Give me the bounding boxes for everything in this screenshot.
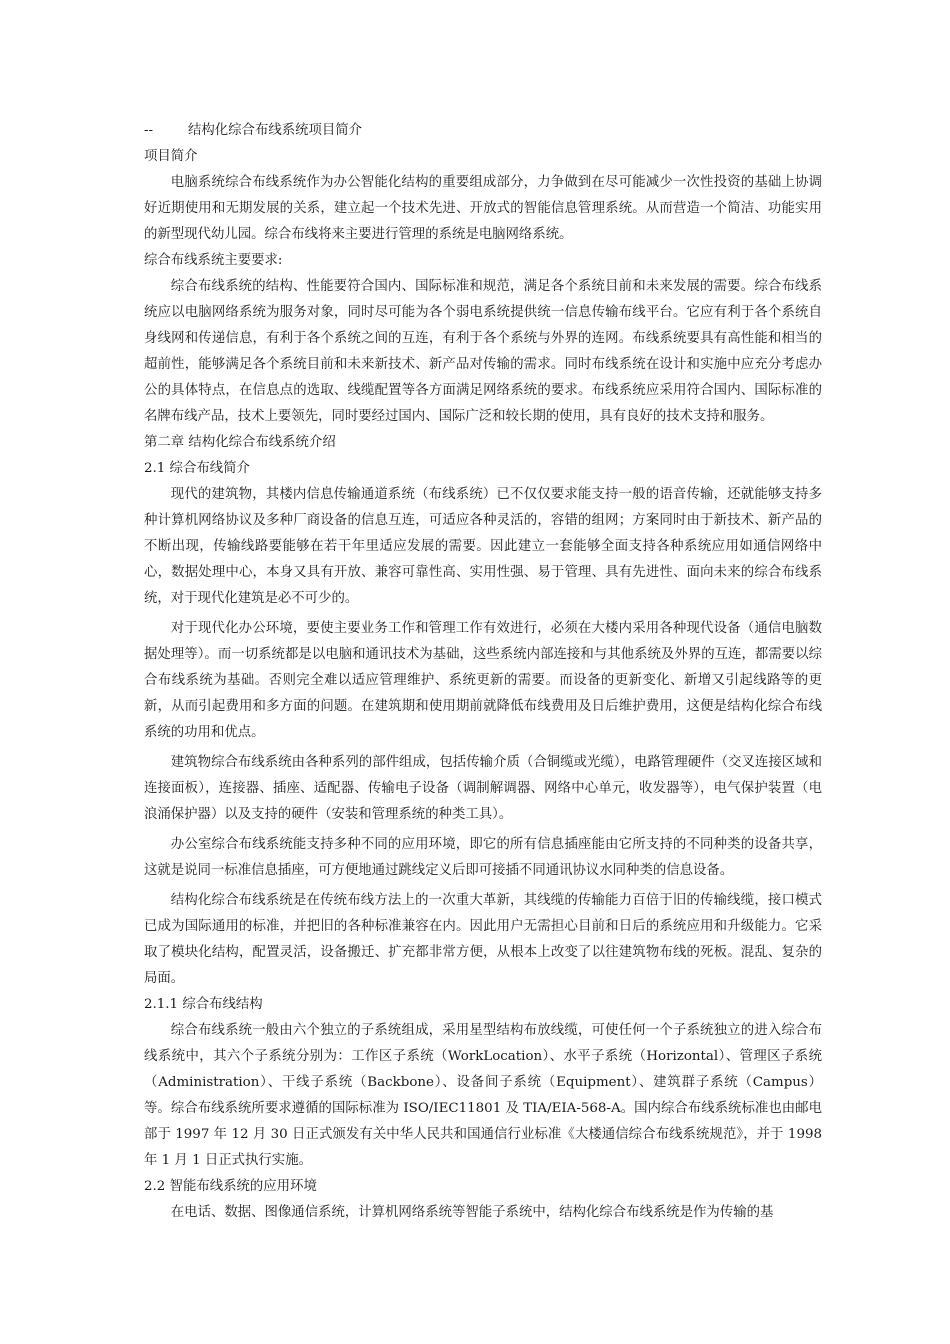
paragraph-2-1-e: 结构化综合布线系统是在传统布线方法上的一次重大革新，其线缆的传输能力百倍于旧的传输线缆，接口模式已成为国际通用的标准，并把旧的各种标准兼容在内。因此用户无需担心目前和日后的系统应用和升级能力。它采取了模块化结构，配置灵活，设备搬迁、扩充都非常方便，从根本上改变了以往建筑物布线的死板。混乱、复杂的局面。	[144, 893, 822, 986]
paragraph-2-1-a: 现代的建筑物，其楼内信息传输通道系统（布线系统）已不仅仅要求能支持一般的语音传输，还就能够支持多种计算机网络协议及多种厂商设备的信息互连，可适应各种灵活的，容错的组网；方案同时由于新技术、新产品的不断出现，传输线路要能够在若干年里适应发展的需要。因此建立一套能够全面支持各种系统应用如通信网络中心，数据处理中心，本身又具有开放、兼容可靠性高、实用性强、易于管理、具有先进性、面向未来的综合布线系统，对于现代化建筑是必不可少的。	[144, 487, 822, 606]
paragraph-2-1-b: 对于现代化办公环境，要使主要业务工作和管理工作有效进行，必须在大楼内采用各种现代设备（通信电脑数据处理等）。而一切系统都是以电脑和通讯技术为基础，这些系统内部连接和与其他系统及外界的互连，都需要以综合布线系统为基础。否则完全难以适应管理维护、系统更新的需要。而设备的更新变化、新增又引起线路等的更新，从而引起费用和多方面的问题。在建筑期和使用期前就降低布线费用及日后维护费用，这便是结构化综合布线系统的功用和优点。	[144, 621, 822, 740]
document-title	[144, 118, 822, 144]
title-text: 结构化综合布线系统项目简介	[188, 123, 363, 138]
heading-chapter-2: 第二章 结构化综合布线系统介绍	[144, 435, 336, 450]
heading-requirements: 综合布线系统主要要求:	[144, 253, 283, 268]
heading-project: 项目简介	[144, 149, 198, 164]
paragraph-2-1-d: 办公室综合布线系统能支持多种不同的应用环境，即它的所有信息插座能由它所支持的不同种类的设备共享，这就是说同一标准信息插座，可方便地通过跳线定义后即可接插不同通讯协议水同种类的信息设备。	[144, 837, 822, 878]
paragraph-2-2: 在电话、数据、图像通信系统，计算机网络系统等智能子系统中，结构化综合布线系统是作为传输的基	[170, 1205, 774, 1220]
paragraph-project: 电脑系统综合布线系统作为办公智能化结构的重要组成部分，力争做到在尽可能减少一次性投资的基础上协调好近期使用和无期发展的关系，建立起一个技术先进、开放式的智能信息管理系统。从而营造一个简洁、功能实用的新型现代幼儿园。综合布线将来主要进行管理的系统是电脑网络系统。	[144, 175, 822, 242]
heading-2-2: 2.2 智能布线系统的应用环境	[144, 1179, 317, 1194]
heading-2-1-1: 2.1.1 综合布线结构	[144, 997, 263, 1012]
paragraph-2-1-1: 综合布线系统一般由六个独立的子系统组成，采用星型结构布放线缆，可使任何一个子系统独立的进入综合布线系统中，其六个子系统分别为：工作区子系统（WorkLocation）、水平子系统（Horizontal）、管理区子系统（Administration）、干线子系统（Backbone）、设备间子系统（Equipment）、建筑群子系统（Campus）等。综合布线系统所要求遵循的国际标准为 ISO/IEC11801 及 TIA/EIA-568-A。国内综合布线系统标准也由邮电部于 1997 年 12 月 30 日正式颁发有关中华人民共和国通信行业标准《大楼通信综合布线系统规范》，并于 1998 年 1 月 1 日正式执行实施。	[144, 1023, 822, 1168]
paragraph-2-1-c: 建筑物综合布线系统由各种系列的部件组成，包括传输介质（合铜缆或光缆），电路管理硬件（交叉连接区域和连接面板），连接器、插座、适配器、传输电子设备（调制解调器、网络中心单元，收发器等），电气保护装置（电浪涌保护器）以及支持的硬件（安装和管理系统的种类工具）。	[144, 755, 822, 822]
heading-2-1: 2.1 综合布线简介	[144, 461, 250, 476]
title-prefix: --	[144, 123, 154, 138]
paragraph-requirements: 综合布线系统的结构、性能要符合国内、国际标准和规范，满足各个系统目前和未来发展的需要。综合布线系统应以电脑网络系统为服务对象，同时尽可能为各个弱电系统提供统一信息传输布线平台。它应有利于各个系统自身线网和传递信息，有利于各个系统之间的互连，有利于各个系统与外界的连网。布线系统要具有高性能和相当的超前性，能够满足各个系统目前和未来新技术、新产品对传输的需求。同时布线系统在设计和实施中应充分考虑办公的具体特点，在信息点的选取、线缆配置等各方面满足网络系统的要求。布线系统应采用符合国内、国际标准的名牌布线产品，技术上要领先，同时要经过国内、国际广泛和较长期的使用，具有良好的技术支持和服务。	[144, 279, 822, 424]
